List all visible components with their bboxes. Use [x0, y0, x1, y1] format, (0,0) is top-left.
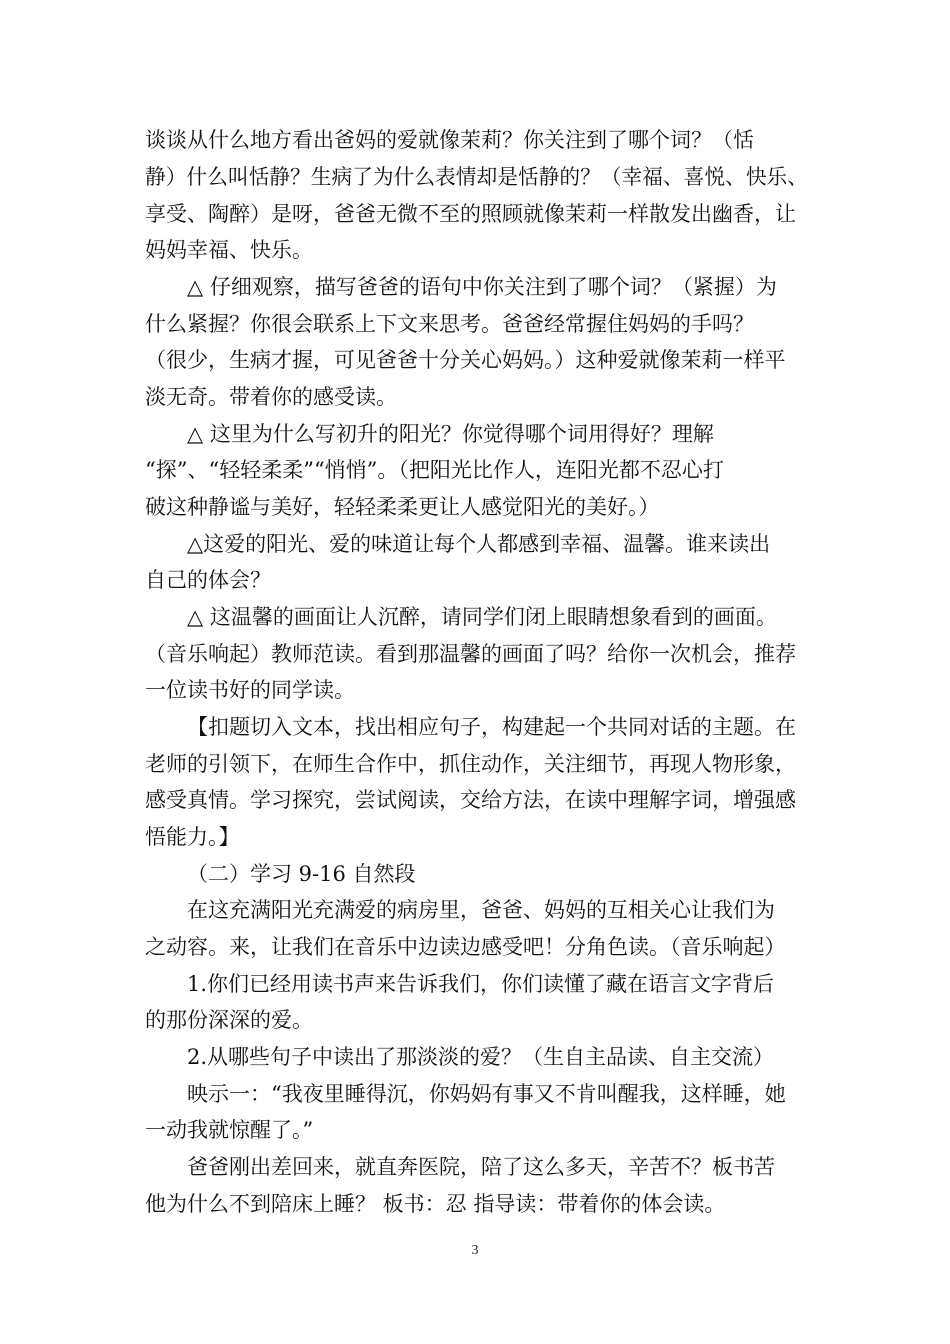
text-line: （音乐响起）教师范读。看到那温馨的画面了吗？给你一次机会，推荐 [145, 642, 796, 666]
text-line: 【扣题切入文本，找出相应句子，构建起一个共同对话的主题。在 [187, 715, 796, 739]
text-line: 在这充满阳光充满爱的病房里，爸爸、妈妈的互相关心让我们为 [187, 898, 775, 922]
text-line: 之动容。来，让我们在音乐中边读边感受吧！分角色读。（音乐响起） [145, 935, 786, 959]
text-line: 感受真情。学习探究，尝试阅读，交给方法，在读中理解字词，增强感 [145, 788, 796, 812]
text-line: 淡无奇。带着你的感受读。 [145, 385, 397, 409]
text-line: 爸爸刚出差回来，就直奔医院，陪了这么多天，辛苦不？板书苦 [187, 1155, 775, 1179]
text-line: 什么紧握？你很会联系上下文来思考。爸爸经常握住妈妈的手吗？ [145, 312, 754, 336]
text-line: 2.从哪些句子中读出了那淡淡的爱？（生自主品读、自主交流） [187, 1045, 775, 1069]
text-line: 享受、陶醉）是呀，爸爸无微不至的照顾就像茉莉一样散发出幽香，让 [145, 202, 796, 226]
text-line: 映示一：“我夜里睡得沉，你妈妈有事又不肯叫醒我，这样睡，她 [187, 1082, 786, 1106]
text-line: 一位读书好的同学读。 [145, 678, 355, 702]
text-line: △ 这温馨的画面让人沉醉，请同学们闭上眼睛想象看到的画面。 [187, 605, 777, 629]
text-line: 谈谈从什么地方看出爸妈的爱就像茉莉？你关注到了哪个词？（恬 [145, 128, 754, 152]
text-line: 一动我就惊醒了。” [145, 1118, 314, 1142]
text-line: “探”、“轻轻柔柔”“悄悄”。（把阳光比作人，连阳光都不忍心打 [145, 458, 724, 482]
text-line: 妈妈幸福、快乐。 [145, 238, 313, 262]
text-line: 自己的体会？ [145, 568, 271, 592]
text-line: △ 这里为什么写初升的阳光？你觉得哪个词用得好？理解 [187, 422, 714, 446]
text-line: 的那份深深的爱。 [145, 1008, 313, 1032]
text-line: 破这种静谧与美好，轻轻柔柔更让人感觉阳光的美好。） [145, 495, 660, 519]
section-heading: （二）学习 9-16 自然段 [187, 862, 416, 886]
text-line: 1.你们已经用读书声来告诉我们，你们读懂了藏在语言文字背后 [187, 972, 775, 996]
text-line: 静）什么叫恬静？生病了为什么表情却是恬静的？（幸福、喜悦、快乐、 [145, 165, 808, 189]
text-line: 老师的引领下，在师生合作中，抓住动作，关注细节，再现人物形象， [145, 752, 796, 776]
text-line: △ 仔细观察，描写爸爸的语句中你关注到了哪个词？（紧握）为 [187, 275, 777, 299]
text-line: 悟能力。】 [145, 825, 240, 849]
page-number: 3 [471, 1243, 479, 1258]
text-line: 他为什么不到陪床上睡？ 板书：忍 指导读：带着你的体会读。 [145, 1192, 726, 1216]
text-line: △这爱的阳光、爱的味道让每个人都感到幸福、温馨。谁来读出 [187, 532, 771, 556]
text-line: （很少，生病才握，可见爸爸十分关心妈妈。）这种爱就像茉莉一样平 [145, 348, 786, 372]
